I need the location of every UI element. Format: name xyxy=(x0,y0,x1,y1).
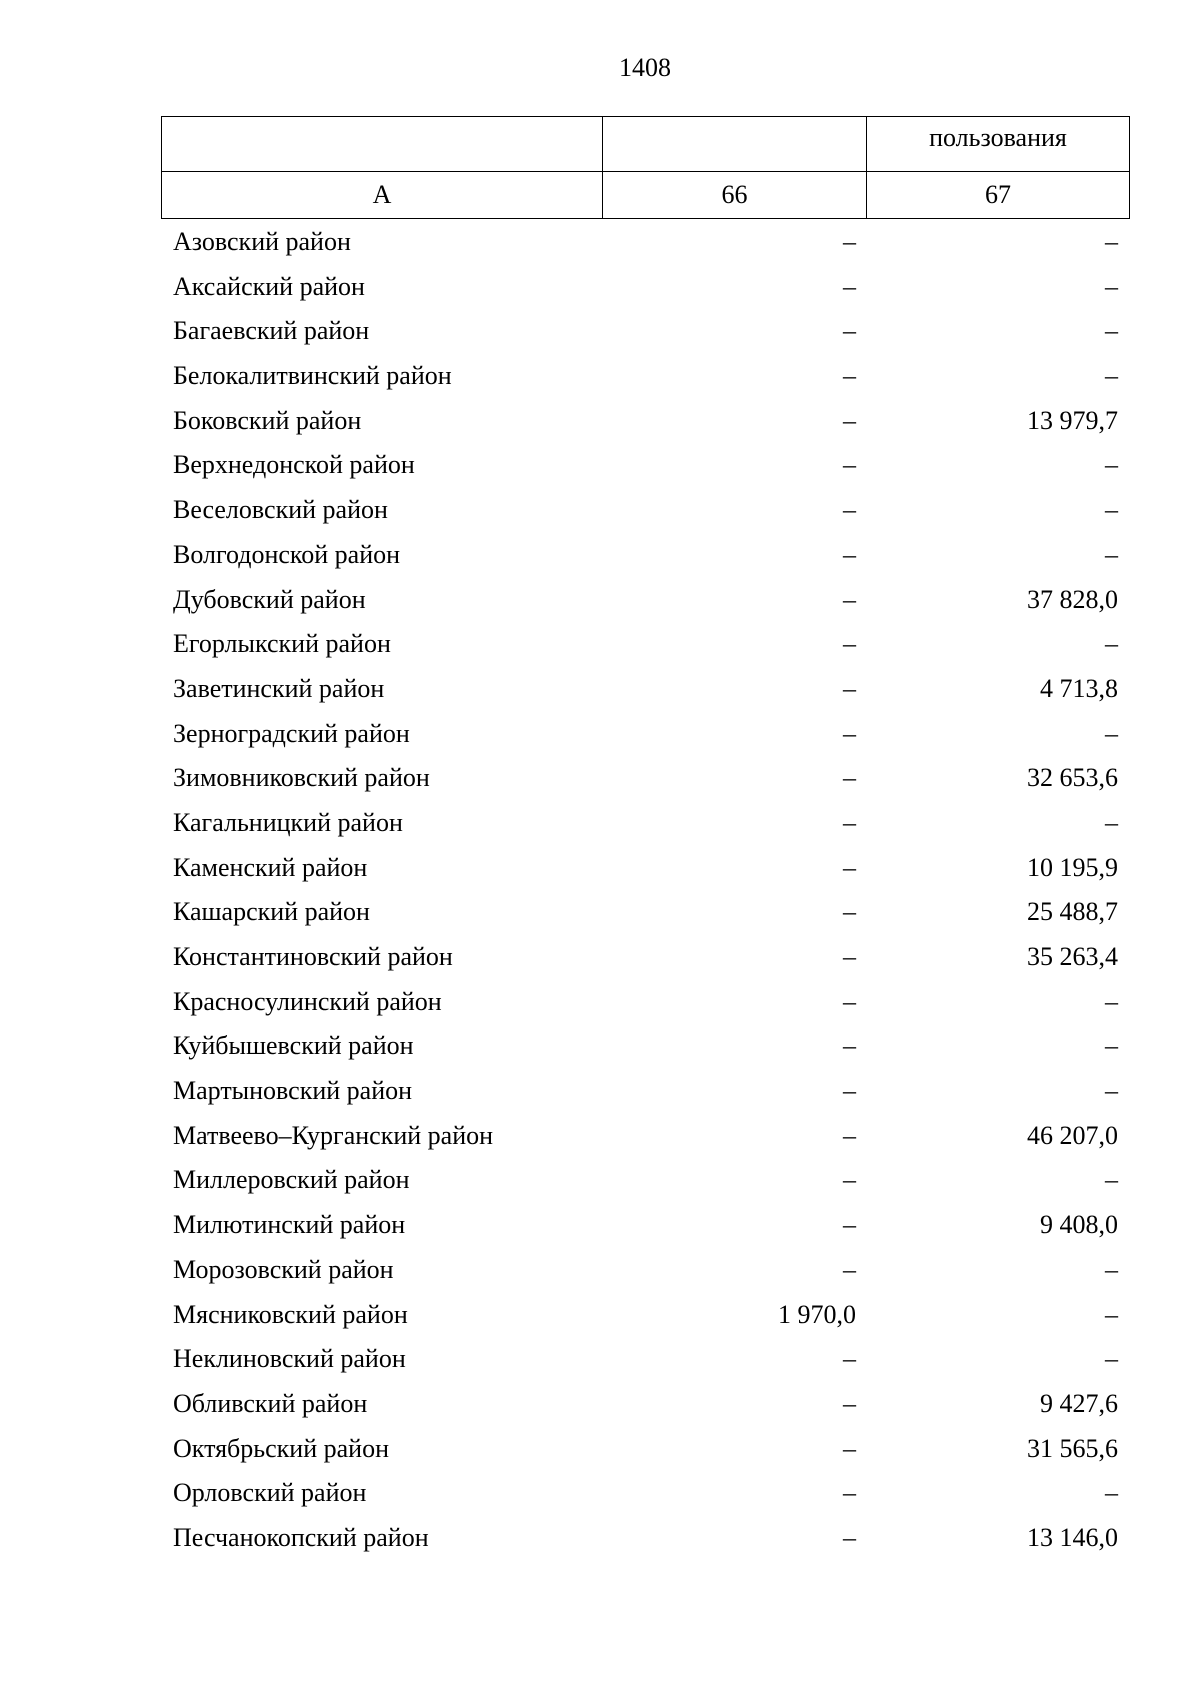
table-row xyxy=(161,1516,1129,1561)
value-col-67: – xyxy=(1105,1344,1118,1374)
district-name: Веселовский район xyxy=(173,495,388,525)
district-name: Мясниковский район xyxy=(173,1299,408,1329)
value-col-66: – xyxy=(843,1165,856,1195)
table-row xyxy=(161,1069,1129,1114)
value-col-66: – xyxy=(843,1388,856,1418)
table-row xyxy=(161,712,1129,757)
district-name: Красносулинский район xyxy=(173,986,442,1016)
district-name: Куйбышевский район xyxy=(173,1031,414,1061)
district-name: Обливский район xyxy=(173,1388,368,1418)
table-row xyxy=(161,980,1129,1025)
district-name: Багаевский район xyxy=(173,316,370,346)
table-row xyxy=(161,801,1129,846)
district-name: Кагальницкий район xyxy=(173,807,403,837)
table-row xyxy=(161,1203,1129,1248)
table-row xyxy=(161,846,1129,891)
value-col-67: 10 195,9 xyxy=(1027,852,1118,882)
table-row xyxy=(161,756,1129,801)
district-name: Зерноградский район xyxy=(173,718,410,748)
value-col-66: – xyxy=(843,1254,856,1284)
district-name: Азовский район xyxy=(173,227,351,256)
district-name: Верхнедонской район xyxy=(173,450,415,480)
district-name: Зимовниковский район xyxy=(173,763,430,793)
header-row-2 xyxy=(162,172,1130,219)
table-row xyxy=(161,1427,1129,1472)
value-col-66: – xyxy=(843,1522,856,1552)
value-col-66: – xyxy=(843,271,856,301)
value-col-66: – xyxy=(843,629,856,659)
table-row xyxy=(161,533,1129,578)
value-col-66: – xyxy=(843,1344,856,1374)
district-name: Волгодонской район xyxy=(173,539,401,569)
table-row xyxy=(161,1248,1129,1293)
value-col-67: 13 146,0 xyxy=(1027,1522,1118,1552)
header-cell-66 xyxy=(603,117,867,172)
table-row xyxy=(161,622,1129,667)
table-row xyxy=(161,1114,1129,1159)
district-name: Каменский район xyxy=(173,852,368,882)
value-col-67: – xyxy=(1105,986,1118,1016)
table-row xyxy=(161,1337,1129,1382)
district-name: Заветинский район xyxy=(173,673,385,703)
district-name: Орловский район xyxy=(173,1478,367,1508)
value-col-66: – xyxy=(843,807,856,837)
table-body xyxy=(161,220,1129,1561)
value-col-66: – xyxy=(843,450,856,480)
column-number-a: А xyxy=(162,172,603,219)
district-name: Кашарский район xyxy=(173,897,370,927)
table-row xyxy=(161,443,1129,488)
value-col-66: – xyxy=(843,763,856,793)
district-name: Песчанокопский район xyxy=(173,1522,429,1552)
value-col-67: 35 263,4 xyxy=(1027,942,1118,971)
table-header xyxy=(161,116,1130,219)
value-col-66: – xyxy=(843,405,856,435)
value-col-67: 46 207,0 xyxy=(1027,1120,1118,1150)
value-col-66: – xyxy=(843,361,856,391)
value-col-67: – xyxy=(1105,1031,1118,1061)
value-col-66: – xyxy=(843,495,856,525)
value-col-67: – xyxy=(1105,271,1118,301)
value-col-66: – xyxy=(843,1210,856,1240)
table-row xyxy=(161,1293,1129,1338)
value-col-66: – xyxy=(843,1433,856,1463)
column-number-66: 66 xyxy=(603,172,867,219)
value-col-66: – xyxy=(843,1120,856,1150)
district-name: Константиновский район xyxy=(173,942,453,971)
column-number-67: 67 xyxy=(867,172,1130,219)
page-number: 1408 xyxy=(619,53,671,82)
table-row xyxy=(161,1024,1129,1069)
value-col-67: – xyxy=(1105,1076,1118,1106)
district-name: Белокалитвинский район xyxy=(173,361,452,391)
value-col-67: – xyxy=(1105,1478,1118,1508)
table-row xyxy=(161,935,1129,980)
table-row xyxy=(161,890,1129,935)
value-col-66: – xyxy=(843,539,856,569)
value-col-66: – xyxy=(843,897,856,927)
table-row xyxy=(161,488,1129,533)
value-col-66: – xyxy=(843,718,856,748)
header-row-1 xyxy=(162,117,1130,172)
value-col-66: – xyxy=(843,852,856,882)
district-name: Боковский район xyxy=(173,405,362,435)
value-col-67: 37 828,0 xyxy=(1027,584,1118,614)
value-col-66: – xyxy=(843,673,856,703)
value-col-66: – xyxy=(843,227,856,256)
value-col-66: – xyxy=(843,316,856,346)
value-col-66: 1 970,0 xyxy=(778,1299,856,1329)
table-row xyxy=(161,667,1129,712)
district-name: Матвеево–Курганский район xyxy=(173,1120,494,1150)
value-col-66: – xyxy=(843,1031,856,1061)
value-col-67: – xyxy=(1105,227,1118,256)
value-col-67: 9 408,0 xyxy=(1040,1210,1118,1240)
table-row xyxy=(161,1382,1129,1427)
table-row xyxy=(161,1471,1129,1516)
value-col-67: 31 565,6 xyxy=(1027,1433,1118,1463)
district-name: Неклиновский район xyxy=(173,1344,406,1374)
table-row xyxy=(161,354,1129,399)
value-col-67: – xyxy=(1105,1299,1118,1329)
table-row xyxy=(161,578,1129,623)
value-col-67: – xyxy=(1105,718,1118,748)
value-col-67: 25 488,7 xyxy=(1027,897,1118,927)
table-row xyxy=(161,399,1129,444)
value-col-67: 32 653,6 xyxy=(1027,763,1118,793)
value-col-67: – xyxy=(1105,316,1118,346)
district-name: Морозовский район xyxy=(173,1254,394,1284)
value-col-67: 9 427,6 xyxy=(1040,1388,1118,1418)
value-col-66: – xyxy=(843,986,856,1016)
district-name: Милютинский район xyxy=(173,1210,406,1240)
value-col-67: – xyxy=(1105,539,1118,569)
value-col-67: – xyxy=(1105,450,1118,480)
value-col-66: – xyxy=(843,1478,856,1508)
value-col-67: – xyxy=(1105,1165,1118,1195)
district-name: Миллеровский район xyxy=(173,1165,410,1195)
table-row xyxy=(161,309,1129,354)
value-col-67: – xyxy=(1105,495,1118,525)
value-col-67: 4 713,8 xyxy=(1040,673,1118,703)
value-col-67: – xyxy=(1105,1254,1118,1284)
table-row xyxy=(161,1158,1129,1203)
value-col-66: – xyxy=(843,942,856,971)
table-row xyxy=(161,220,1129,265)
value-col-67: – xyxy=(1105,629,1118,659)
value-col-67: 13 979,7 xyxy=(1027,405,1118,435)
district-name: Дубовский район xyxy=(173,584,366,614)
district-name: Аксайский район xyxy=(173,271,365,301)
value-col-66: – xyxy=(843,1076,856,1106)
value-col-66: – xyxy=(843,584,856,614)
district-name: Мартыновский район xyxy=(173,1076,413,1106)
value-col-67: – xyxy=(1105,361,1118,391)
value-col-67: – xyxy=(1105,807,1118,837)
district-name: Егорлыкский район xyxy=(173,629,391,659)
header-cell-67: пользования xyxy=(867,117,1130,172)
district-name: Октябрьский район xyxy=(173,1433,389,1463)
table-row xyxy=(161,265,1129,310)
header-cell-name xyxy=(162,117,603,172)
